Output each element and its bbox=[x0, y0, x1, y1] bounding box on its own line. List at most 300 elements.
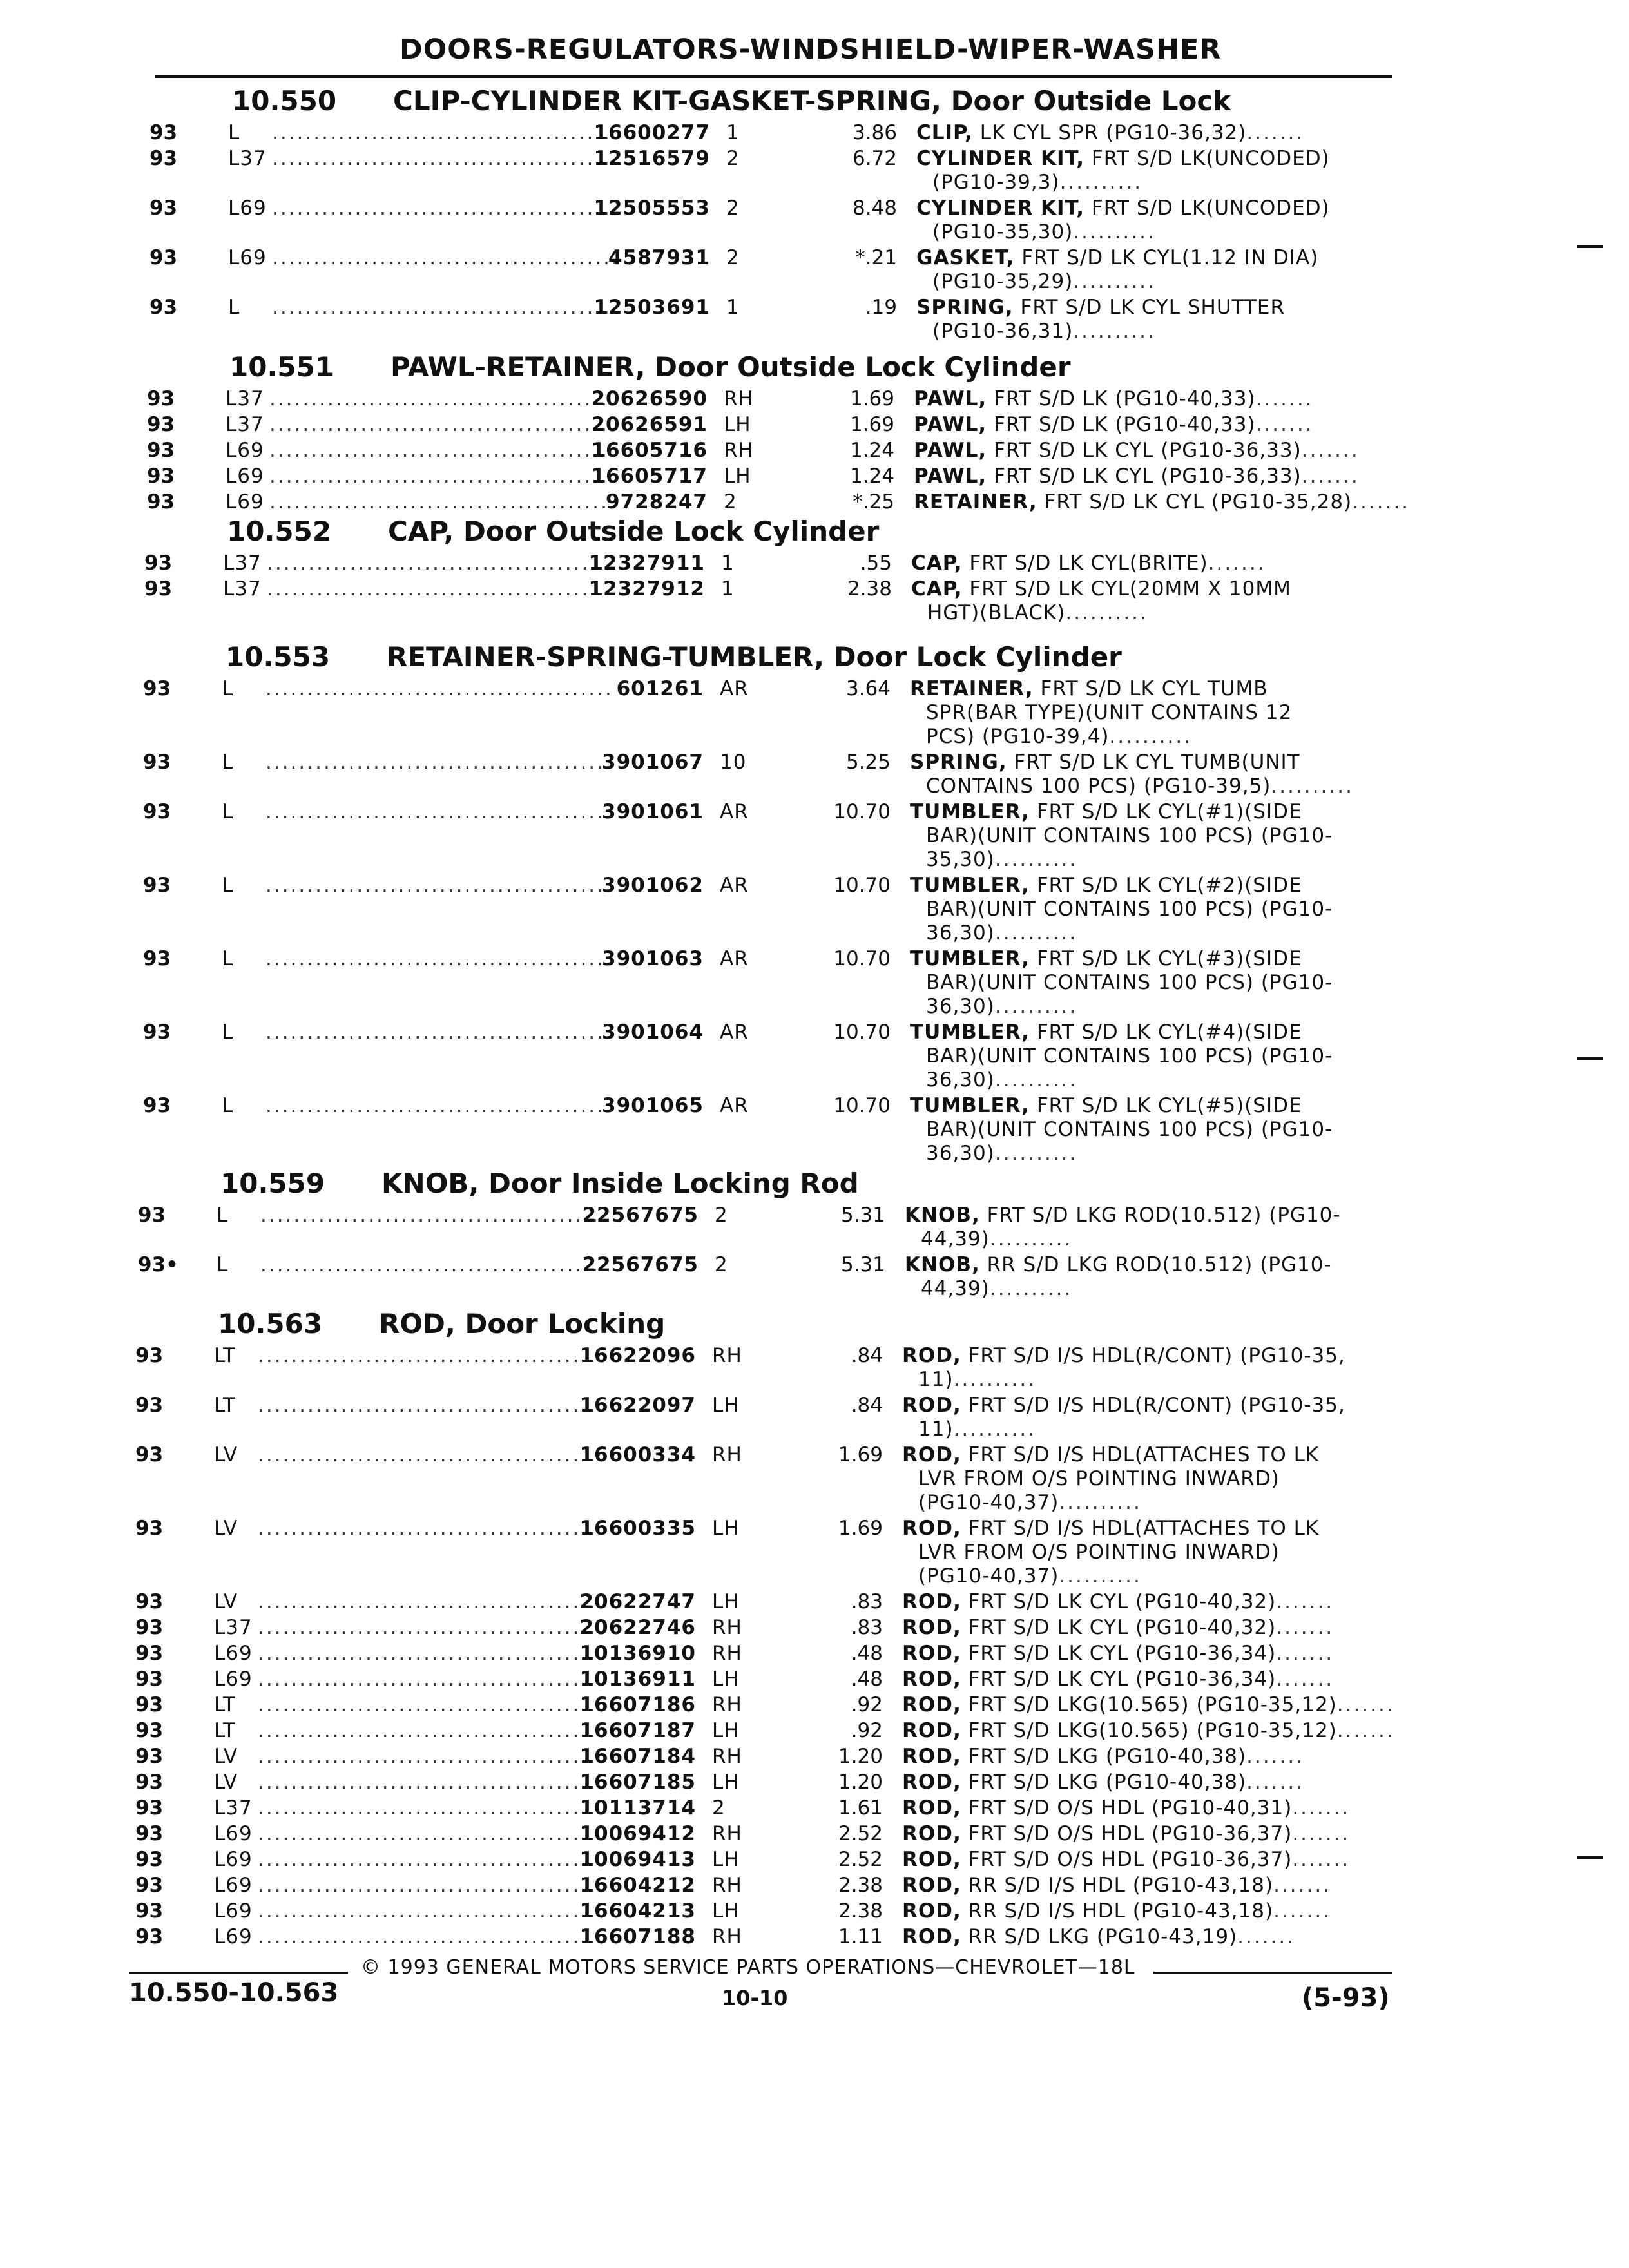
part-number: 10136911 bbox=[579, 1667, 696, 1691]
part-number: 10069412 bbox=[579, 1822, 696, 1845]
body-code: LT bbox=[214, 1394, 236, 1417]
leader-dots: ....... bbox=[1292, 1796, 1351, 1820]
part-number: 22567675 bbox=[582, 1253, 699, 1276]
leader-dots: .......................................... bbox=[272, 296, 620, 319]
description-line: 11) bbox=[918, 1418, 954, 1441]
description-line: RR S/D LKG (PG10-43,19) bbox=[968, 1925, 1238, 1948]
leader-dots: .......... bbox=[953, 1368, 1037, 1391]
unit-price: 1.69 bbox=[838, 1517, 883, 1540]
description-line: FRT S/D LK CYL(#5)(SIDE bbox=[1036, 1094, 1302, 1117]
model-year: 93 bbox=[135, 1590, 164, 1613]
leader-dots: .......................................... bbox=[269, 465, 617, 488]
quantity: RH bbox=[712, 1344, 742, 1367]
leader-dots: ....... bbox=[1352, 490, 1411, 514]
part-name: GASKET, bbox=[916, 246, 1015, 269]
part-name: PAWL, bbox=[914, 465, 987, 488]
description-line: FRT S/D O/S HDL (PG10-36,37) bbox=[968, 1822, 1293, 1845]
part-description bbox=[910, 947, 1302, 970]
quantity: LH bbox=[712, 1719, 740, 1742]
quantity: 2 bbox=[726, 147, 740, 170]
unit-price: 2.52 bbox=[838, 1822, 883, 1845]
part-number: 601261 bbox=[616, 677, 704, 700]
body-code: L69 bbox=[226, 465, 264, 488]
model-year: 93 bbox=[135, 1874, 164, 1897]
unit-price: .92 bbox=[851, 1719, 883, 1742]
part-name: TUMBLER, bbox=[910, 947, 1030, 970]
part-number: 16622097 bbox=[579, 1394, 696, 1417]
part-name: ROD, bbox=[902, 1443, 961, 1466]
part-number: 12327911 bbox=[588, 552, 705, 575]
leader-dots: .......................................... bbox=[265, 1021, 613, 1044]
quantity: 1 bbox=[726, 296, 740, 319]
part-description bbox=[914, 490, 1410, 514]
part-name: ROD, bbox=[902, 1796, 961, 1820]
section-title: RETAINER-SPRING-TUMBLER, Door Lock Cylinder bbox=[387, 641, 1122, 673]
description-continuation bbox=[926, 1142, 1077, 1165]
leader-dots: ....... bbox=[1246, 1771, 1305, 1794]
description-continuation bbox=[926, 898, 1333, 921]
parts-row bbox=[135, 1517, 1360, 1540]
parts-row bbox=[135, 1719, 1395, 1742]
leader-dots: ....... bbox=[1255, 413, 1314, 436]
part-description bbox=[902, 1616, 1334, 1639]
part-number: 3901064 bbox=[602, 1021, 704, 1044]
part-number: 3901061 bbox=[602, 800, 704, 823]
quantity: AR bbox=[720, 1021, 749, 1044]
description-line: 36,30) bbox=[926, 1142, 995, 1165]
model-year: 93 bbox=[135, 1899, 164, 1923]
part-number: 16605717 bbox=[591, 465, 708, 488]
part-name: CYLINDER KIT, bbox=[916, 147, 1085, 170]
part-description bbox=[911, 552, 1266, 575]
description-continuation bbox=[926, 995, 1077, 1018]
part-number: 16600334 bbox=[579, 1443, 696, 1466]
body-code: L bbox=[222, 1094, 234, 1117]
model-year: 93 bbox=[149, 121, 178, 144]
body-code: L bbox=[217, 1253, 229, 1276]
body-code: L bbox=[228, 121, 240, 144]
description-line: FRT S/D O/S HDL (PG10-40,31) bbox=[968, 1796, 1293, 1820]
parts-row bbox=[149, 197, 1374, 220]
part-number: 20622746 bbox=[579, 1616, 696, 1639]
body-code: LT bbox=[214, 1344, 236, 1367]
part-number: 20626590 bbox=[591, 387, 708, 410]
body-code: L37 bbox=[214, 1796, 253, 1820]
part-name: ROD, bbox=[902, 1693, 961, 1716]
quantity: 2 bbox=[724, 490, 737, 514]
leader-dots: ....... bbox=[1276, 1642, 1335, 1665]
model-year: 93 bbox=[147, 413, 175, 436]
description-line: 44,39) bbox=[921, 1227, 990, 1251]
leader-dots: .......................................... bbox=[258, 1796, 606, 1820]
section-number: 10.550 bbox=[232, 85, 337, 117]
body-code: L69 bbox=[228, 197, 267, 220]
parts-row bbox=[147, 413, 1371, 436]
quantity: 2 bbox=[715, 1204, 728, 1227]
part-name: CYLINDER KIT, bbox=[916, 197, 1085, 220]
description-continuation bbox=[918, 1368, 1036, 1391]
leader-dots: .......... bbox=[1073, 270, 1156, 293]
unit-price: 10.70 bbox=[833, 1021, 891, 1044]
part-number: 16607188 bbox=[579, 1925, 696, 1948]
part-description bbox=[914, 439, 1360, 462]
description-line: FRT S/D LKG(10.565) (PG10-35,12) bbox=[968, 1693, 1337, 1716]
description-line: FRT S/D LKG (PG10-40,38) bbox=[968, 1745, 1247, 1768]
leader-dots: .......................................... bbox=[272, 246, 620, 269]
body-code: L69 bbox=[214, 1822, 253, 1845]
description-line: LVR FROM O/S POINTING INWARD) bbox=[918, 1467, 1280, 1490]
body-code: LV bbox=[214, 1517, 238, 1540]
description-continuation bbox=[926, 701, 1292, 724]
quantity: RH bbox=[712, 1443, 742, 1466]
unit-price: 5.25 bbox=[845, 751, 891, 774]
part-description bbox=[916, 197, 1330, 220]
model-year: 93 bbox=[149, 147, 178, 170]
quantity: AR bbox=[720, 1094, 749, 1117]
unit-price: .48 bbox=[851, 1642, 883, 1665]
description-line: FRT S/D LKG (PG10-40,38) bbox=[968, 1771, 1247, 1794]
unit-price: 5.31 bbox=[840, 1204, 885, 1227]
unit-price: *.21 bbox=[855, 246, 897, 269]
leader-dots: .......... bbox=[1073, 220, 1156, 244]
unit-price: 10.70 bbox=[833, 947, 891, 970]
unit-price: .84 bbox=[851, 1344, 883, 1367]
parts-row bbox=[135, 1745, 1360, 1768]
quantity: 2 bbox=[726, 246, 740, 269]
part-number: 20626591 bbox=[591, 413, 708, 436]
description-line: 36,30) bbox=[926, 1068, 995, 1091]
leader-dots: .......... bbox=[1059, 171, 1143, 194]
section-title: CLIP-CYLINDER KIT-GASKET-SPRING, Door Outside Lock bbox=[393, 85, 1231, 117]
leader-dots: ....... bbox=[1301, 465, 1360, 488]
parts-row bbox=[149, 121, 1374, 144]
model-year: 93 bbox=[135, 1693, 164, 1716]
description-continuation bbox=[918, 1564, 1142, 1588]
part-description bbox=[910, 677, 1268, 700]
description-line: FRT S/D LKG(10.565) (PG10-35,12) bbox=[968, 1719, 1337, 1742]
quantity: 1 bbox=[721, 552, 735, 575]
leader-dots: .......... bbox=[1059, 1491, 1142, 1514]
unit-price: 1.11 bbox=[838, 1925, 883, 1948]
quantity: LH bbox=[712, 1899, 740, 1923]
body-code: L69 bbox=[226, 490, 264, 514]
quantity: RH bbox=[724, 387, 754, 410]
unit-price: 2.38 bbox=[847, 577, 892, 601]
parts-row bbox=[143, 677, 1367, 700]
body-code: L bbox=[217, 1204, 229, 1227]
description-line: FRT S/D LK CYL (PG10-35,28) bbox=[1044, 490, 1353, 514]
part-description bbox=[911, 577, 1291, 601]
leader-dots: .......... bbox=[1271, 774, 1354, 798]
quantity: LH bbox=[712, 1848, 740, 1871]
unit-price: 10.70 bbox=[833, 800, 891, 823]
description-line: FRT S/D I/S HDL(ATTACHES TO LK bbox=[968, 1443, 1320, 1466]
part-number: 16622096 bbox=[579, 1344, 696, 1367]
parts-row bbox=[147, 465, 1371, 488]
leader-dots: .......................................... bbox=[269, 439, 617, 462]
part-number: 16604212 bbox=[579, 1874, 696, 1897]
unit-price: 3.64 bbox=[845, 677, 891, 700]
unit-price: 10.70 bbox=[833, 1094, 891, 1117]
description-line: 36,30) bbox=[926, 995, 995, 1018]
body-code: LT bbox=[214, 1693, 236, 1716]
part-description bbox=[910, 1021, 1302, 1044]
model-year: 93 bbox=[135, 1771, 164, 1794]
body-code: L bbox=[222, 800, 234, 823]
unit-price: .84 bbox=[851, 1394, 883, 1417]
model-year: 93 bbox=[138, 1204, 166, 1227]
part-number: 10069413 bbox=[579, 1848, 696, 1871]
body-code: LV bbox=[214, 1745, 238, 1768]
description-line: FRT S/D LK CYL(1.12 IN DIA) bbox=[1021, 246, 1319, 269]
leader-dots: .......................................... bbox=[258, 1616, 606, 1639]
model-year: 93 bbox=[143, 677, 171, 700]
parts-row bbox=[149, 246, 1374, 269]
part-number: 16600335 bbox=[579, 1517, 696, 1540]
model-year: 93 bbox=[143, 1021, 171, 1044]
description-continuation bbox=[926, 1118, 1333, 1141]
leader-dots: .......................................... bbox=[258, 1344, 606, 1367]
leader-dots: .......................................... bbox=[258, 1925, 606, 1948]
unit-price: .83 bbox=[851, 1616, 883, 1639]
description-line: FRT S/D LK CYL (PG10-40,32) bbox=[968, 1590, 1277, 1613]
leader-dots: .......................................... bbox=[260, 1204, 608, 1227]
description-line: CONTAINS 100 PCS) (PG10-39,5) bbox=[926, 774, 1271, 798]
parts-row bbox=[135, 1874, 1360, 1897]
description-continuation bbox=[926, 971, 1333, 994]
part-description bbox=[902, 1874, 1331, 1897]
margin-mark bbox=[1577, 1057, 1603, 1060]
part-name: ROD, bbox=[902, 1590, 961, 1613]
quantity: RH bbox=[724, 439, 754, 462]
body-code: L37 bbox=[226, 413, 264, 436]
part-name: CLIP, bbox=[916, 121, 973, 144]
model-year: 93 bbox=[135, 1667, 164, 1691]
description-line: FRT S/D I/S HDL(R/CONT) (PG10-35, bbox=[968, 1344, 1345, 1367]
unit-price: 1.24 bbox=[849, 439, 894, 462]
description-line: FRT S/D LK CYL(#1)(SIDE bbox=[1036, 800, 1302, 823]
part-number: 16607185 bbox=[579, 1771, 696, 1794]
description-continuation bbox=[926, 1068, 1077, 1091]
model-year: 93 bbox=[143, 751, 171, 774]
quantity: 10 bbox=[720, 751, 747, 774]
unit-price: 10.70 bbox=[833, 874, 891, 897]
model-year: 93 bbox=[144, 577, 173, 601]
description-line: FRT S/D LK(UNCODED) bbox=[1091, 197, 1330, 220]
quantity: 1 bbox=[721, 577, 735, 601]
parts-row bbox=[135, 1899, 1360, 1923]
leader-dots: ....... bbox=[1292, 1822, 1351, 1845]
leader-dots: ....... bbox=[1255, 387, 1314, 410]
quantity: AR bbox=[720, 677, 749, 700]
leader-dots: ....... bbox=[1336, 1693, 1395, 1716]
quantity: LH bbox=[712, 1771, 740, 1794]
part-description bbox=[914, 413, 1314, 436]
quantity: LH bbox=[724, 413, 751, 436]
part-description bbox=[914, 465, 1360, 488]
quantity: LH bbox=[712, 1667, 740, 1691]
part-number: 9728247 bbox=[606, 490, 708, 514]
unit-price: 3.86 bbox=[852, 121, 897, 144]
description-line: (PG10-39,3) bbox=[932, 171, 1060, 194]
description-continuation bbox=[926, 921, 1077, 945]
description-line: RR S/D I/S HDL (PG10-43,18) bbox=[968, 1874, 1274, 1897]
body-code: L bbox=[222, 947, 234, 970]
leader-dots: .......................................... bbox=[258, 1822, 606, 1845]
part-name: PAWL, bbox=[914, 439, 987, 462]
quantity: RH bbox=[712, 1642, 742, 1665]
leader-dots: .......................................... bbox=[265, 1094, 613, 1117]
part-description bbox=[902, 1899, 1331, 1923]
description-line: FRT S/D LK CYL TUMB bbox=[1040, 677, 1268, 700]
unit-price: 1.20 bbox=[838, 1745, 883, 1768]
part-description bbox=[902, 1517, 1319, 1540]
model-year: 93 bbox=[147, 465, 175, 488]
body-code: L37 bbox=[214, 1616, 253, 1639]
description-line: FRT S/D LK CYL (PG10-40,32) bbox=[968, 1616, 1277, 1639]
parts-row bbox=[143, 874, 1367, 897]
part-name: ROD, bbox=[902, 1394, 961, 1417]
part-number: 10136910 bbox=[579, 1642, 696, 1665]
footer-date: (5-93) bbox=[1302, 1983, 1390, 2013]
quantity: 1 bbox=[726, 121, 740, 144]
part-number: 3901067 bbox=[602, 751, 704, 774]
description-line: FRT S/D LK CYL(20MM X 10MM bbox=[969, 577, 1291, 601]
model-year: 93 bbox=[135, 1822, 164, 1845]
parts-row bbox=[135, 1344, 1360, 1367]
part-description bbox=[902, 1693, 1395, 1716]
body-code: L bbox=[222, 1021, 234, 1044]
parts-row bbox=[143, 1094, 1367, 1117]
leader-dots: ....... bbox=[1276, 1667, 1335, 1691]
model-year: 93 bbox=[149, 197, 178, 220]
section-number: 10.552 bbox=[227, 515, 332, 547]
description-continuation bbox=[926, 848, 1077, 871]
description-line: 11) bbox=[918, 1368, 954, 1391]
unit-price: .83 bbox=[851, 1590, 883, 1613]
unit-price: *.25 bbox=[853, 490, 894, 514]
part-description bbox=[902, 1925, 1295, 1948]
description-line: FRT S/D LK CYL (PG10-36,34) bbox=[968, 1667, 1277, 1691]
part-number: 16600277 bbox=[593, 121, 710, 144]
part-number: 22567675 bbox=[582, 1204, 699, 1227]
part-description bbox=[902, 1822, 1350, 1845]
description-line: (PG10-35,30) bbox=[932, 220, 1074, 244]
body-code: LV bbox=[214, 1443, 238, 1466]
part-number: 20622747 bbox=[579, 1590, 696, 1613]
part-number: 10113714 bbox=[579, 1796, 696, 1820]
unit-price: 6.72 bbox=[852, 147, 897, 170]
part-number: 16607184 bbox=[579, 1745, 696, 1768]
part-number: 16604213 bbox=[579, 1899, 696, 1923]
leader-dots: .......................................... bbox=[258, 1517, 606, 1540]
quantity: LH bbox=[712, 1517, 740, 1540]
part-description bbox=[910, 874, 1302, 897]
unit-price: 2.52 bbox=[838, 1848, 883, 1871]
leader-dots: ....... bbox=[1292, 1848, 1351, 1871]
description-line: LVR FROM O/S POINTING INWARD) bbox=[918, 1541, 1280, 1564]
section-number: 10.551 bbox=[229, 351, 334, 383]
model-year: 93 bbox=[149, 296, 178, 319]
leader-dots: .......................................... bbox=[267, 577, 615, 601]
leader-dots: ....... bbox=[1246, 1745, 1305, 1768]
leader-dots: ....... bbox=[1208, 552, 1266, 575]
part-number: 12505553 bbox=[593, 197, 710, 220]
leader-dots: .......................................... bbox=[260, 1253, 608, 1276]
quantity: 2 bbox=[712, 1796, 726, 1820]
leader-dots: .......... bbox=[994, 921, 1078, 945]
part-description bbox=[910, 751, 1300, 774]
quantity: LH bbox=[712, 1590, 740, 1613]
part-name: TUMBLER, bbox=[910, 1094, 1030, 1117]
quantity: LH bbox=[724, 465, 751, 488]
page-header bbox=[155, 32, 1392, 78]
footer-rule bbox=[129, 1972, 348, 1974]
model-year: 93 bbox=[135, 1745, 164, 1768]
leader-dots: .......................................... bbox=[265, 677, 613, 700]
page-title: DOORS-REGULATORS-WINDSHIELD-WIPER-WASHER bbox=[400, 34, 1222, 66]
quantity: AR bbox=[720, 800, 749, 823]
model-year: 93 bbox=[135, 1642, 164, 1665]
section-title: PAWL-RETAINER, Door Outside Lock Cylinder bbox=[390, 351, 1071, 383]
part-number: 12327912 bbox=[588, 577, 705, 601]
unit-price: 1.61 bbox=[838, 1796, 883, 1820]
part-name: TUMBLER, bbox=[910, 800, 1030, 823]
part-name: RETAINER, bbox=[914, 490, 1037, 514]
leader-dots: .......................................... bbox=[258, 1771, 606, 1794]
leader-dots: ....... bbox=[1246, 121, 1305, 144]
description-line: (PG10-36,31) bbox=[932, 320, 1074, 343]
description-continuation bbox=[932, 171, 1142, 194]
leader-dots: .......................................... bbox=[265, 751, 613, 774]
quantity: RH bbox=[712, 1822, 742, 1845]
description-continuation bbox=[927, 601, 1148, 624]
quantity: 2 bbox=[715, 1253, 728, 1276]
description-continuation bbox=[932, 270, 1156, 293]
part-name: KNOB, bbox=[905, 1253, 980, 1276]
section-title: KNOB, Door Inside Locking Rod bbox=[381, 1168, 859, 1199]
leader-dots: .......................................... bbox=[265, 947, 613, 970]
part-number: 16607187 bbox=[579, 1719, 696, 1742]
body-code: L69 bbox=[214, 1874, 253, 1897]
body-code: L37 bbox=[223, 552, 262, 575]
part-name: ROD, bbox=[902, 1822, 961, 1845]
footer-rule bbox=[1153, 1972, 1392, 1974]
parts-row bbox=[144, 577, 1369, 601]
unit-price: 5.31 bbox=[840, 1253, 885, 1276]
leader-dots: .......................................... bbox=[272, 197, 620, 220]
part-name: CAP, bbox=[911, 577, 963, 601]
part-number: 16605716 bbox=[591, 439, 708, 462]
quantity: AR bbox=[720, 874, 749, 897]
parts-row bbox=[143, 1021, 1367, 1044]
parts-row bbox=[135, 1667, 1360, 1691]
model-year: 93 bbox=[147, 439, 175, 462]
part-description bbox=[902, 1443, 1319, 1466]
leader-dots: .......................................... bbox=[269, 387, 617, 410]
description-line: BAR)(UNIT CONTAINS 100 PCS) (PG10- bbox=[926, 898, 1333, 921]
leader-dots: .......... bbox=[1059, 1564, 1142, 1588]
model-year: 93 bbox=[135, 1517, 164, 1540]
part-description bbox=[902, 1590, 1334, 1613]
part-description bbox=[902, 1642, 1334, 1665]
model-year: 93 bbox=[135, 1848, 164, 1871]
parts-row bbox=[135, 1394, 1360, 1417]
part-name: TUMBLER, bbox=[910, 874, 1030, 897]
model-year: 93 bbox=[135, 1394, 164, 1417]
model-year: 93 bbox=[135, 1443, 164, 1466]
leader-dots: .......... bbox=[994, 848, 1078, 871]
